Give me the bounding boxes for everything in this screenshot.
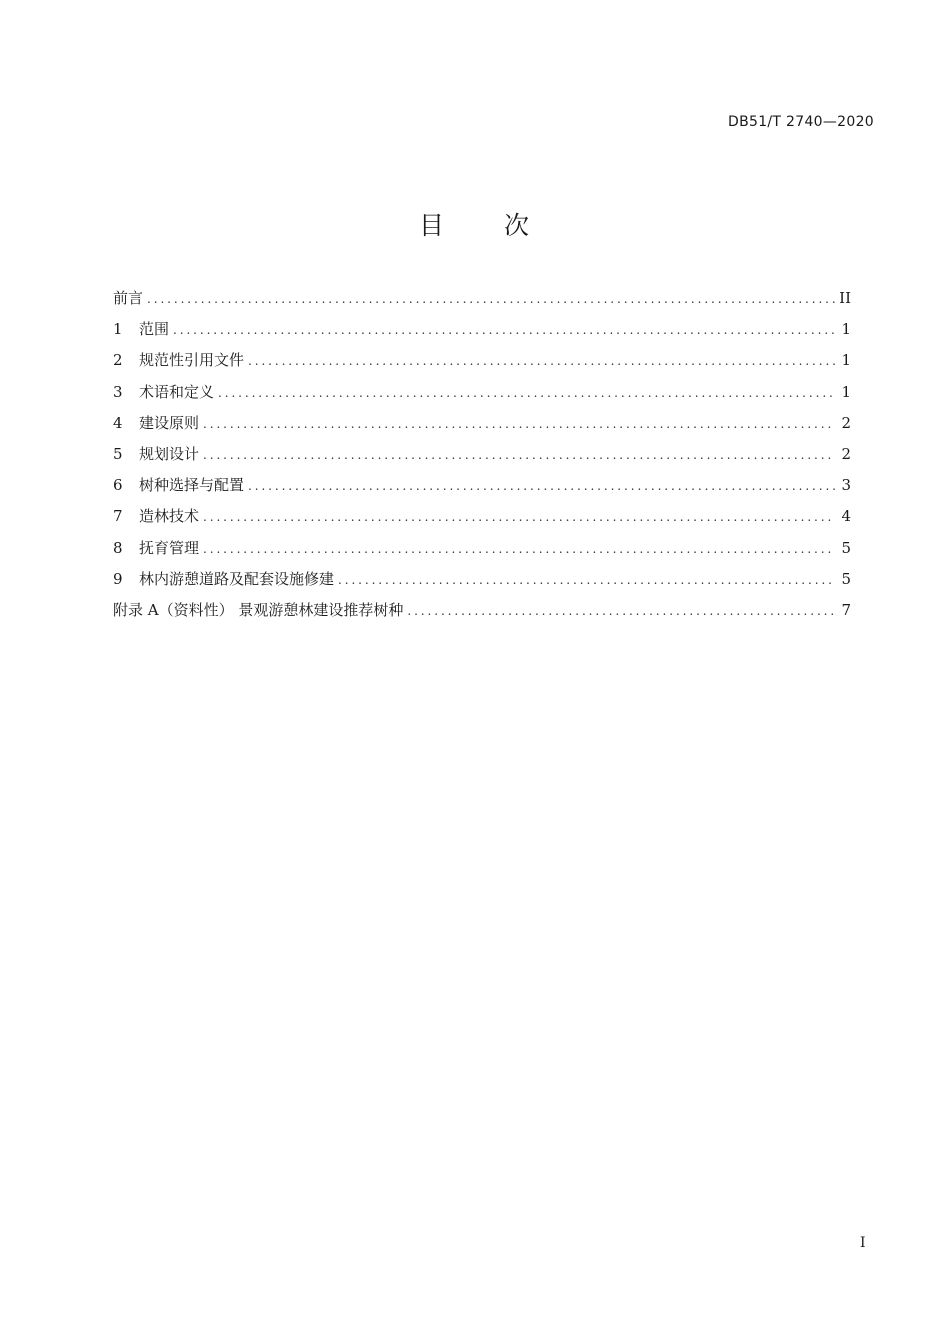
toc-leader-dots — [338, 568, 835, 592]
toc-leader-dots — [248, 349, 835, 373]
toc-entry-number: 1 — [113, 320, 123, 339]
toc-entry-page: 7 — [841, 600, 851, 619]
toc-entry-label: 前言 — [113, 289, 144, 307]
toc-leader-dots — [203, 505, 835, 529]
toc-entry-label: 范围 — [139, 320, 170, 339]
page-number: I — [860, 1235, 866, 1251]
toc-entry-number: 5 — [113, 444, 123, 463]
toc-entry-label: 术语和定义 — [139, 382, 215, 401]
toc-entry-page: 3 — [841, 476, 851, 495]
toc-entry-6[interactable] — [113, 473, 851, 504]
toc-entry-appendix-a[interactable] — [113, 598, 851, 629]
toc-entry-page: 2 — [841, 413, 851, 432]
toc-entry-page: 5 — [841, 538, 851, 557]
toc-entry-label: 建设原则 — [139, 413, 200, 432]
toc-entry-label: 附录 A（资料性） 景观游憩林建设推荐树种 — [113, 600, 404, 619]
toc-entry-page: 5 — [841, 569, 851, 588]
toc-leader-dots — [218, 381, 835, 405]
toc-entry-page: 2 — [841, 444, 851, 463]
toc-leader-dots — [147, 287, 835, 311]
toc-entry-1[interactable] — [113, 317, 851, 348]
toc-leader-dots — [407, 599, 835, 623]
toc-leader-dots — [173, 318, 835, 342]
toc-entry-number: 8 — [113, 538, 123, 557]
toc-entry-5[interactable] — [113, 442, 851, 473]
toc-entry-label: 树种选择与配置 — [139, 476, 245, 495]
toc-entry-number: 2 — [113, 351, 123, 370]
toc-entry-page: 1 — [841, 382, 851, 401]
toc-entry-number: 6 — [113, 476, 123, 495]
document-code: DB51/T 2740—2020 — [728, 114, 874, 130]
toc-entry-9[interactable] — [113, 567, 851, 598]
toc-entry-label: 规划设计 — [139, 444, 200, 463]
toc-entry-2[interactable] — [113, 348, 851, 379]
toc-entry-label: 抚育管理 — [139, 538, 200, 557]
toc-leader-dots — [203, 443, 835, 467]
toc-leader-dots — [203, 412, 835, 436]
toc-title: 目 次 — [419, 211, 531, 240]
toc-entry-label: 规范性引用文件 — [139, 351, 245, 370]
toc-entry-7[interactable] — [113, 504, 851, 535]
toc-entry-number: 4 — [113, 413, 123, 432]
toc-entry-foreword[interactable] — [113, 286, 851, 317]
toc-entry-3[interactable] — [113, 380, 851, 411]
toc-entry-page: 1 — [841, 320, 851, 339]
toc-entry-number: 7 — [113, 507, 123, 526]
toc-entry-page: II — [839, 289, 851, 307]
toc-entry-page: 4 — [841, 507, 851, 526]
toc-list — [113, 286, 851, 629]
toc-entry-label: 造林技术 — [139, 507, 200, 526]
toc-leader-dots — [203, 537, 835, 561]
toc-entry-page: 1 — [841, 351, 851, 370]
toc-leader-dots — [248, 474, 835, 498]
toc-entry-label: 林内游憩道路及配套设施修建 — [139, 569, 335, 588]
toc-entry-4[interactable] — [113, 411, 851, 442]
toc-entry-8[interactable] — [113, 536, 851, 567]
toc-entry-number: 3 — [113, 382, 123, 401]
toc-entry-number: 9 — [113, 569, 123, 588]
